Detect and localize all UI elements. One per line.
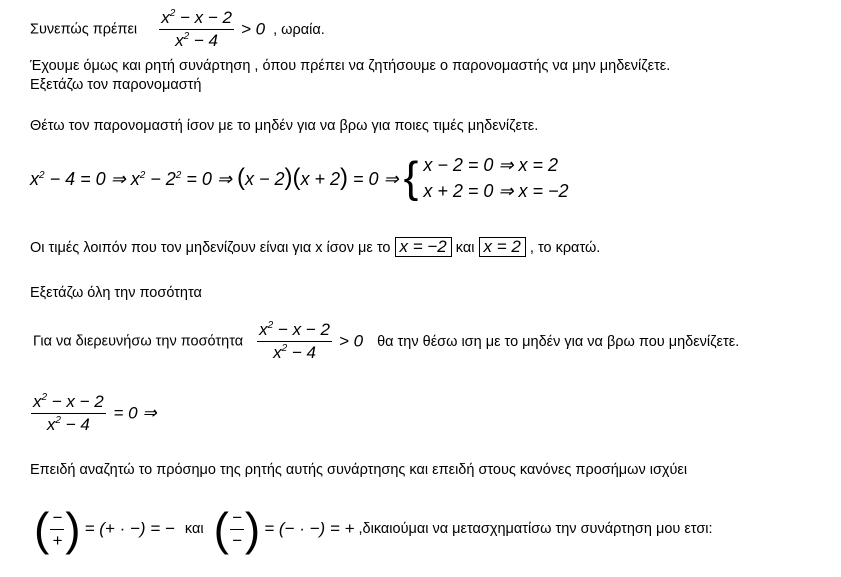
- line-sign-rules: Επειδή αναζητώ το πρόσημο της ρητής αυτής συνάρτησης και επειδή στους κανόνες προσήμων ισχύει: [30, 462, 688, 478]
- fraction-expression-3: [31, 392, 106, 435]
- line-sign-transform: [34, 502, 713, 556]
- line9-suffix: ,δικαιούμαι να μετασχηματίσω την συνάρτηση μου ετσι:: [358, 521, 713, 537]
- line-rational-note: Έχουμε όμως και ρητή συνάρτηση , όπου πρέπει να ζητήσουμε ο παρονομαστής να μην μηδενίζετε.: [30, 58, 671, 74]
- line-investigate: [33, 320, 739, 363]
- paren-close-1: ): [65, 503, 81, 555]
- eq1-case1: x − 2 = 0 ⇒ x = 2: [423, 155, 559, 175]
- equation-denominator-roots: [30, 152, 569, 204]
- fraction-numerator-3: $x^2 - x - 2$: [31, 392, 106, 414]
- line-zero-values: [30, 237, 600, 257]
- line1-relation: > 0: [240, 19, 266, 39]
- line-condition: [30, 8, 325, 51]
- sign-fraction-1-num: −: [50, 508, 64, 530]
- sign-fraction-2: [230, 508, 244, 551]
- line7-suffix: θα την θέσω ιση με το μηδέν για να βρω που μηδενίζετε.: [377, 333, 740, 350]
- line9-result-1: = (+ · −) = −: [84, 519, 175, 538]
- eq1-main: $x^2 - 4 = 0$ ⇒ $x^2 - 2^2 = 0$ ⇒ (x − 2)(x + 2) = 0 ⇒: [30, 164, 399, 191]
- fraction-denominator-3: $x^2 - 4$: [46, 415, 90, 434]
- equation-set-zero: [28, 392, 157, 435]
- fraction-expression: [159, 8, 234, 51]
- line1-suffix: , ωραία.: [273, 21, 325, 38]
- sign-fraction-1-den: +: [52, 530, 63, 550]
- line-set-denominator-zero: Θέτω τον παρονομαστή ίσον με το μηδέν για να βρω για ποιες τιμές μηδενίζετε.: [30, 118, 539, 134]
- sign-fraction-1: [50, 508, 64, 551]
- line5-suffix: , το κρατώ.: [529, 240, 601, 256]
- line9-mid: και: [184, 521, 204, 537]
- eq1-case2: x + 2 = 0 ⇒ x = −2: [423, 181, 569, 201]
- line7-relation: > 0: [338, 331, 364, 351]
- equation-cases: [423, 152, 568, 204]
- line5-mid: και: [455, 240, 475, 256]
- eq2-relation: = 0 ⇒: [113, 403, 157, 423]
- line5-prefix: Οι τιμές λοιπόν που τον μηδενίζουν είναι για x ίσον με το: [30, 240, 391, 256]
- boxed-value-negative: x = −2: [395, 237, 452, 257]
- fraction-denominator-2: $x^2 - 4$: [273, 343, 316, 362]
- paren-open-1: (: [34, 503, 50, 555]
- left-brace-icon: {: [403, 153, 419, 202]
- sign-fraction-2-num: −: [230, 508, 244, 530]
- line-examine-quantity: Εξετάζω όλη την ποσότητα: [30, 285, 202, 301]
- line9-result-2: = (− · −) = +: [264, 519, 355, 538]
- boxed-value-positive: x = 2: [479, 237, 526, 257]
- fraction-numerator: $x^2 - x - 2$: [159, 8, 234, 30]
- fraction-expression-2: [257, 320, 332, 363]
- fraction-numerator-2: $x^2 - x - 2$: [257, 320, 332, 342]
- sign-fraction-2-den: −: [231, 530, 242, 550]
- line-examine-denominator: Εξετάζω τον παρονομαστή: [30, 77, 202, 93]
- line7-prefix: Για να διερευνήσω την ποσότητα: [33, 333, 244, 350]
- fraction-denominator: $x^2 - 4$: [175, 31, 219, 50]
- paren-close-2: ): [244, 503, 261, 555]
- paren-open-2: (: [213, 503, 229, 555]
- line1-prefix: Συνεπώς πρέπει: [30, 21, 138, 38]
